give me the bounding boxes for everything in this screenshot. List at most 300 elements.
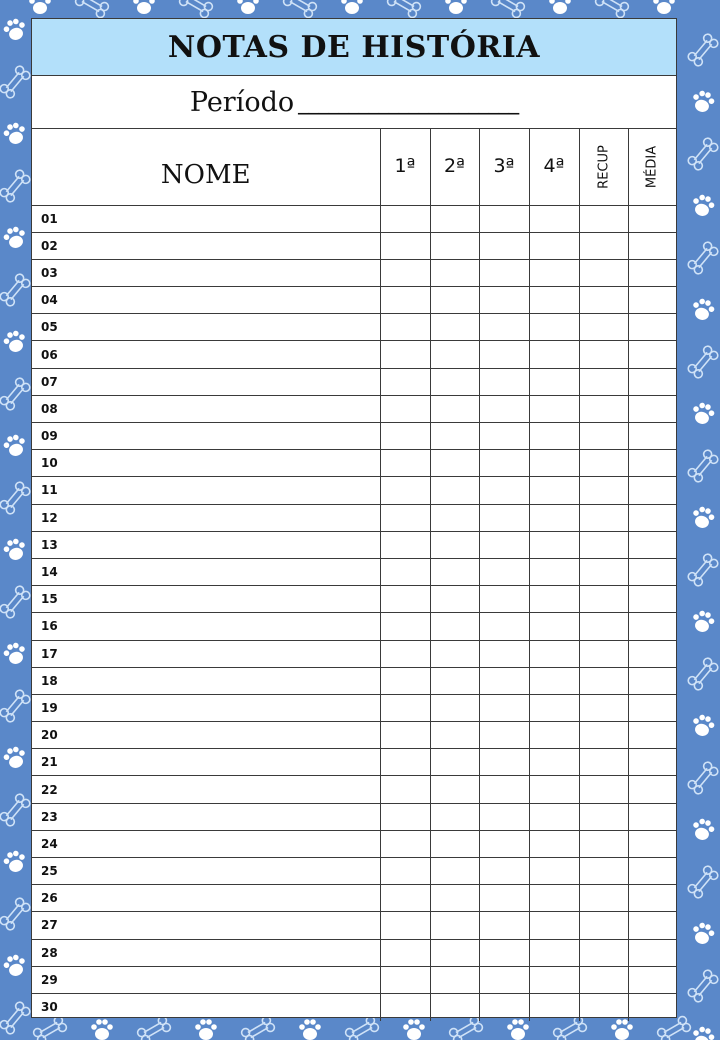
- grade-4-cell[interactable]: [529, 558, 579, 585]
- grade-4-cell[interactable]: [529, 912, 579, 939]
- student-name-cell[interactable]: [32, 205, 380, 232]
- grade-4-cell[interactable]: [529, 341, 579, 368]
- recup-cell[interactable]: [579, 830, 628, 857]
- grade-1-cell[interactable]: [380, 586, 430, 613]
- paw-print-icon: [690, 921, 716, 947]
- grade-4-cell[interactable]: [529, 423, 579, 450]
- paw-print-icon: [690, 193, 716, 219]
- grade-3-cell[interactable]: [479, 259, 529, 286]
- grade-1-cell[interactable]: [380, 558, 430, 585]
- student-name-cell[interactable]: [32, 341, 380, 368]
- student-name-cell[interactable]: [32, 314, 380, 341]
- recup-cell[interactable]: [579, 858, 628, 885]
- grade-1-cell[interactable]: [380, 368, 430, 395]
- recup-cell[interactable]: [579, 558, 628, 585]
- grade-2-cell[interactable]: [430, 558, 479, 585]
- grade-1-cell[interactable]: [380, 287, 430, 314]
- grade-2-cell[interactable]: [430, 450, 479, 477]
- row-number: 04: [41, 293, 58, 308]
- paw-print-icon: [341, 0, 363, 14]
- grade-1-cell[interactable]: [380, 803, 430, 830]
- grade-2-cell[interactable]: [430, 694, 479, 721]
- grade-4-cell[interactable]: [529, 232, 579, 259]
- grade-3-cell[interactable]: [479, 912, 529, 939]
- media-cell[interactable]: [628, 776, 676, 803]
- table-row: [32, 287, 676, 314]
- grade-4-cell[interactable]: [529, 694, 579, 721]
- grade-3-cell[interactable]: [479, 939, 529, 966]
- paw-print-icon: [237, 0, 259, 14]
- grade-1-cell[interactable]: [380, 341, 430, 368]
- paw-print-icon: [403, 1019, 425, 1040]
- student-name-cell[interactable]: [32, 939, 380, 966]
- row-number: 10: [41, 456, 58, 471]
- grade-4-cell[interactable]: [529, 667, 579, 694]
- grade-4-header: 4ª: [529, 129, 579, 205]
- table-row: [32, 558, 676, 585]
- grade-3-cell[interactable]: [479, 830, 529, 857]
- grade-4-cell[interactable]: [529, 368, 579, 395]
- paw-print-icon: [2, 121, 28, 147]
- grade-2-cell[interactable]: [430, 640, 479, 667]
- student-name-cell[interactable]: [32, 287, 380, 314]
- grade-1-cell[interactable]: [380, 314, 430, 341]
- media-cell[interactable]: [628, 477, 676, 504]
- grade-4-cell[interactable]: [529, 803, 579, 830]
- media-header-label: MÉDIA: [644, 145, 660, 188]
- student-name-cell[interactable]: [32, 232, 380, 259]
- media-cell[interactable]: [628, 993, 676, 1020]
- grade-2-cell[interactable]: [430, 993, 479, 1020]
- grade-1-cell[interactable]: [380, 749, 430, 776]
- recup-cell[interactable]: [579, 341, 628, 368]
- grade-3-cell[interactable]: [479, 586, 529, 613]
- grade-1-cell[interactable]: [380, 966, 430, 993]
- recup-cell[interactable]: [579, 205, 628, 232]
- paw-print-icon: [507, 1019, 529, 1040]
- row-number: 26: [41, 891, 58, 906]
- recup-cell[interactable]: [579, 694, 628, 721]
- dog-bone-icon: [687, 761, 720, 796]
- grade-3-cell[interactable]: [479, 776, 529, 803]
- grade-1-cell[interactable]: [380, 722, 430, 749]
- recup-cell[interactable]: [579, 993, 628, 1020]
- table-row: [32, 395, 676, 422]
- row-number: 25: [41, 864, 58, 879]
- grade-1-cell[interactable]: [380, 640, 430, 667]
- grade-1-cell[interactable]: [380, 477, 430, 504]
- dog-bone-icon: [687, 241, 720, 276]
- row-number: 08: [41, 401, 58, 416]
- paw-print-icon: [549, 0, 571, 14]
- row-number: 19: [41, 700, 58, 715]
- grade-3-cell[interactable]: [479, 885, 529, 912]
- title-bar: [32, 19, 676, 76]
- student-name-cell[interactable]: [32, 722, 380, 749]
- dog-bone-icon: [0, 689, 31, 724]
- media-cell[interactable]: [628, 749, 676, 776]
- grade-4-cell[interactable]: [529, 993, 579, 1020]
- grade-3-cell[interactable]: [479, 667, 529, 694]
- grade-1-cell[interactable]: [380, 450, 430, 477]
- media-cell[interactable]: [628, 531, 676, 558]
- grade-3-cell[interactable]: [479, 531, 529, 558]
- media-cell[interactable]: [628, 966, 676, 993]
- table-row: [32, 232, 676, 259]
- dog-bone-icon: [687, 345, 720, 380]
- recup-cell[interactable]: [579, 314, 628, 341]
- media-cell[interactable]: [628, 722, 676, 749]
- media-cell[interactable]: [628, 368, 676, 395]
- grade-3-cell[interactable]: [479, 232, 529, 259]
- grade-4-cell[interactable]: [529, 640, 579, 667]
- grade-4-cell[interactable]: [529, 722, 579, 749]
- dog-bone-icon: [687, 137, 720, 172]
- grade-3-header: 3ª: [479, 129, 529, 205]
- student-name-cell[interactable]: [32, 993, 380, 1020]
- student-name-cell[interactable]: [32, 912, 380, 939]
- row-number: 22: [41, 782, 58, 797]
- recup-cell[interactable]: [579, 776, 628, 803]
- recup-cell[interactable]: [579, 966, 628, 993]
- grade-2-cell[interactable]: [430, 395, 479, 422]
- grade-4-cell[interactable]: [529, 395, 579, 422]
- student-name-cell[interactable]: [32, 423, 380, 450]
- recup-cell[interactable]: [579, 749, 628, 776]
- recup-cell[interactable]: [579, 368, 628, 395]
- recup-cell[interactable]: [579, 613, 628, 640]
- media-cell[interactable]: [628, 885, 676, 912]
- recup-cell[interactable]: [579, 395, 628, 422]
- grade-3-cell[interactable]: [479, 477, 529, 504]
- grade-3-cell[interactable]: [479, 613, 529, 640]
- paw-print-icon: [445, 0, 467, 14]
- grades-table: [32, 129, 676, 1021]
- grade-1-cell[interactable]: [380, 885, 430, 912]
- recup-cell[interactable]: [579, 722, 628, 749]
- grade-1-cell[interactable]: [380, 423, 430, 450]
- table-row: [32, 341, 676, 368]
- grade-1-cell[interactable]: [380, 395, 430, 422]
- student-name-cell[interactable]: [32, 259, 380, 286]
- media-cell[interactable]: [628, 667, 676, 694]
- grade-4-cell[interactable]: [529, 776, 579, 803]
- grade-2-cell[interactable]: [430, 830, 479, 857]
- media-cell[interactable]: [628, 259, 676, 286]
- grade-2-cell[interactable]: [430, 368, 479, 395]
- paw-print-icon: [690, 89, 716, 115]
- row-number: 09: [41, 429, 58, 444]
- grade-4-cell[interactable]: [529, 613, 579, 640]
- grade-sheet: [31, 18, 677, 1018]
- row-number: 12: [41, 510, 58, 525]
- grade-1-cell[interactable]: [380, 858, 430, 885]
- grade-3-cell[interactable]: [479, 640, 529, 667]
- student-name-cell[interactable]: [32, 640, 380, 667]
- media-cell[interactable]: [628, 640, 676, 667]
- media-cell[interactable]: [628, 830, 676, 857]
- grade-3-cell[interactable]: [479, 966, 529, 993]
- student-name-cell[interactable]: [32, 858, 380, 885]
- grade-2-cell[interactable]: [430, 885, 479, 912]
- table-row: [32, 314, 676, 341]
- grade-3-cell[interactable]: [479, 423, 529, 450]
- paw-print-icon: [29, 0, 51, 14]
- grade-4-cell[interactable]: [529, 531, 579, 558]
- paw-print-icon: [690, 297, 716, 323]
- grade-2-cell[interactable]: [430, 966, 479, 993]
- grade-3-cell[interactable]: [479, 395, 529, 422]
- table-row: [32, 993, 676, 1020]
- grade-4-cell[interactable]: [529, 450, 579, 477]
- student-name-cell[interactable]: [32, 885, 380, 912]
- media-cell[interactable]: [628, 423, 676, 450]
- recup-cell[interactable]: [579, 803, 628, 830]
- grade-2-cell[interactable]: [430, 205, 479, 232]
- table-row: [32, 613, 676, 640]
- grade-3-cell[interactable]: [479, 858, 529, 885]
- row-number: 05: [41, 320, 58, 335]
- grade-2-cell[interactable]: [430, 667, 479, 694]
- student-name-cell[interactable]: [32, 368, 380, 395]
- grade-4-cell[interactable]: [529, 259, 579, 286]
- student-name-cell[interactable]: [32, 776, 380, 803]
- student-name-cell[interactable]: [32, 667, 380, 694]
- paw-print-icon: [195, 1019, 217, 1040]
- row-number: 01: [41, 211, 58, 226]
- grade-4-cell[interactable]: [529, 314, 579, 341]
- media-cell[interactable]: [628, 694, 676, 721]
- dog-bone-icon: [0, 169, 31, 204]
- recup-cell[interactable]: [579, 477, 628, 504]
- paw-print-icon: [690, 713, 716, 739]
- table-row: [32, 776, 676, 803]
- grade-1-cell[interactable]: [380, 259, 430, 286]
- row-number: 21: [41, 755, 58, 770]
- grade-2-cell[interactable]: [430, 504, 479, 531]
- recup-cell[interactable]: [579, 531, 628, 558]
- table-row: [32, 586, 676, 613]
- grade-4-cell[interactable]: [529, 939, 579, 966]
- grade-4-cell[interactable]: [529, 205, 579, 232]
- recup-cell[interactable]: [579, 586, 628, 613]
- dog-bone-icon: [0, 65, 31, 100]
- student-name-cell[interactable]: [32, 613, 380, 640]
- grade-4-cell[interactable]: [529, 830, 579, 857]
- grade-1-cell[interactable]: [380, 993, 430, 1020]
- grade-4-cell[interactable]: [529, 586, 579, 613]
- media-cell[interactable]: [628, 205, 676, 232]
- grade-1-cell[interactable]: [380, 504, 430, 531]
- media-cell[interactable]: [628, 858, 676, 885]
- grade-1-cell[interactable]: [380, 830, 430, 857]
- grade-2-cell[interactable]: [430, 314, 479, 341]
- table-row: [32, 667, 676, 694]
- paw-print-icon: [91, 1019, 113, 1040]
- media-cell[interactable]: [628, 912, 676, 939]
- row-number: 18: [41, 673, 58, 688]
- dog-bone-icon: [0, 897, 31, 932]
- media-cell[interactable]: [628, 558, 676, 585]
- grade-4-cell[interactable]: [529, 504, 579, 531]
- grade-2-cell[interactable]: [430, 749, 479, 776]
- table-row: [32, 423, 676, 450]
- grade-2-cell[interactable]: [430, 722, 479, 749]
- paw-print-icon: [2, 225, 28, 251]
- paw-print-icon: [2, 953, 28, 979]
- table-row: [32, 694, 676, 721]
- period-field: [32, 76, 676, 129]
- grade-1-cell[interactable]: [380, 232, 430, 259]
- table-row: [32, 450, 676, 477]
- student-name-cell[interactable]: [32, 830, 380, 857]
- paw-print-icon: [690, 817, 716, 843]
- student-name-cell[interactable]: [32, 749, 380, 776]
- student-name-cell[interactable]: [32, 803, 380, 830]
- media-cell[interactable]: [628, 613, 676, 640]
- media-cell[interactable]: [628, 450, 676, 477]
- grade-2-cell[interactable]: [430, 858, 479, 885]
- student-name-cell[interactable]: [32, 531, 380, 558]
- student-name-cell[interactable]: [32, 558, 380, 585]
- dog-bone-icon: [282, 0, 318, 19]
- grade-3-cell[interactable]: [479, 205, 529, 232]
- recup-cell[interactable]: [579, 259, 628, 286]
- grade-2-cell[interactable]: [430, 341, 479, 368]
- grade-3-cell[interactable]: [479, 341, 529, 368]
- grade-2-cell[interactable]: [430, 531, 479, 558]
- recup-cell[interactable]: [579, 939, 628, 966]
- recup-cell[interactable]: [579, 885, 628, 912]
- media-cell[interactable]: [628, 287, 676, 314]
- grade-2-cell[interactable]: [430, 259, 479, 286]
- grade-2-cell[interactable]: [430, 477, 479, 504]
- grade-3-cell[interactable]: [479, 694, 529, 721]
- paw-print-icon: [653, 0, 675, 14]
- recup-cell[interactable]: [579, 450, 628, 477]
- dog-bone-icon: [687, 553, 720, 588]
- media-cell[interactable]: [628, 341, 676, 368]
- student-name-cell[interactable]: [32, 477, 380, 504]
- grade-3-cell[interactable]: [479, 287, 529, 314]
- table-row: [32, 640, 676, 667]
- name-column-header: NOME: [32, 129, 380, 205]
- media-cell[interactable]: [628, 803, 676, 830]
- grade-3-cell[interactable]: [479, 450, 529, 477]
- dog-bone-icon: [74, 0, 110, 19]
- grade-3-cell[interactable]: [479, 749, 529, 776]
- table-row: [32, 830, 676, 857]
- grade-2-cell[interactable]: [430, 776, 479, 803]
- media-cell[interactable]: [628, 504, 676, 531]
- grade-3-cell[interactable]: [479, 368, 529, 395]
- grade-4-cell[interactable]: [529, 477, 579, 504]
- grade-1-cell[interactable]: [380, 205, 430, 232]
- dog-bone-icon: [0, 793, 31, 828]
- row-number: 20: [41, 728, 58, 743]
- grade-2-cell[interactable]: [430, 287, 479, 314]
- dog-bone-icon: [178, 0, 214, 19]
- grade-1-cell[interactable]: [380, 667, 430, 694]
- grade-4-cell[interactable]: [529, 749, 579, 776]
- grade-1-cell[interactable]: [380, 531, 430, 558]
- table-row: [32, 259, 676, 286]
- student-name-cell[interactable]: [32, 395, 380, 422]
- grade-3-cell[interactable]: [479, 803, 529, 830]
- student-name-cell[interactable]: [32, 586, 380, 613]
- student-name-cell[interactable]: [32, 504, 380, 531]
- dog-bone-icon: [0, 481, 31, 516]
- media-cell[interactable]: [628, 939, 676, 966]
- grade-3-cell[interactable]: [479, 558, 529, 585]
- grade-1-cell[interactable]: [380, 912, 430, 939]
- grade-2-cell[interactable]: [430, 232, 479, 259]
- grade-4-cell[interactable]: [529, 966, 579, 993]
- grade-2-cell[interactable]: [430, 613, 479, 640]
- grade-4-cell[interactable]: [529, 287, 579, 314]
- row-number: 17: [41, 646, 58, 661]
- recup-cell[interactable]: [579, 423, 628, 450]
- media-cell[interactable]: [628, 586, 676, 613]
- recup-cell[interactable]: [579, 504, 628, 531]
- grade-3-cell[interactable]: [479, 314, 529, 341]
- row-number: 03: [41, 265, 58, 280]
- grade-2-cell[interactable]: [430, 939, 479, 966]
- media-cell[interactable]: [628, 395, 676, 422]
- paw-print-icon: [611, 1019, 633, 1040]
- recup-cell[interactable]: [579, 912, 628, 939]
- student-name-cell[interactable]: [32, 450, 380, 477]
- recup-cell[interactable]: [579, 667, 628, 694]
- dog-bone-icon: [0, 273, 31, 308]
- grade-2-cell[interactable]: [430, 912, 479, 939]
- table-row: [32, 803, 676, 830]
- paw-print-icon: [2, 433, 28, 459]
- row-number: 07: [41, 374, 58, 389]
- media-cell[interactable]: [628, 232, 676, 259]
- grade-2-cell[interactable]: [430, 586, 479, 613]
- grade-1-cell[interactable]: [380, 776, 430, 803]
- table-row: [32, 477, 676, 504]
- row-number: 11: [41, 483, 58, 498]
- table-row: [32, 939, 676, 966]
- recup-cell[interactable]: [579, 287, 628, 314]
- grade-2-cell[interactable]: [430, 423, 479, 450]
- recup-cell[interactable]: [579, 232, 628, 259]
- dog-bone-icon: [0, 377, 31, 412]
- row-number: 28: [41, 945, 58, 960]
- row-number: 30: [41, 1000, 58, 1015]
- grade-1-cell[interactable]: [380, 939, 430, 966]
- grade-4-cell[interactable]: [529, 885, 579, 912]
- paw-print-icon: [690, 609, 716, 635]
- grade-1-cell[interactable]: [380, 613, 430, 640]
- sheet-title: NOTAS DE HISTÓRIA: [167, 29, 541, 65]
- grade-3-cell[interactable]: [479, 993, 529, 1020]
- student-name-cell[interactable]: [32, 966, 380, 993]
- grade-1-cell[interactable]: [380, 694, 430, 721]
- media-cell[interactable]: [628, 314, 676, 341]
- recup-cell[interactable]: [579, 640, 628, 667]
- table-row: [32, 966, 676, 993]
- grade-2-cell[interactable]: [430, 803, 479, 830]
- grade-3-cell[interactable]: [479, 504, 529, 531]
- student-name-cell[interactable]: [32, 694, 380, 721]
- table-row: [32, 722, 676, 749]
- grade-4-cell[interactable]: [529, 858, 579, 885]
- grade-3-cell[interactable]: [479, 722, 529, 749]
- dog-bone-icon: [490, 0, 526, 19]
